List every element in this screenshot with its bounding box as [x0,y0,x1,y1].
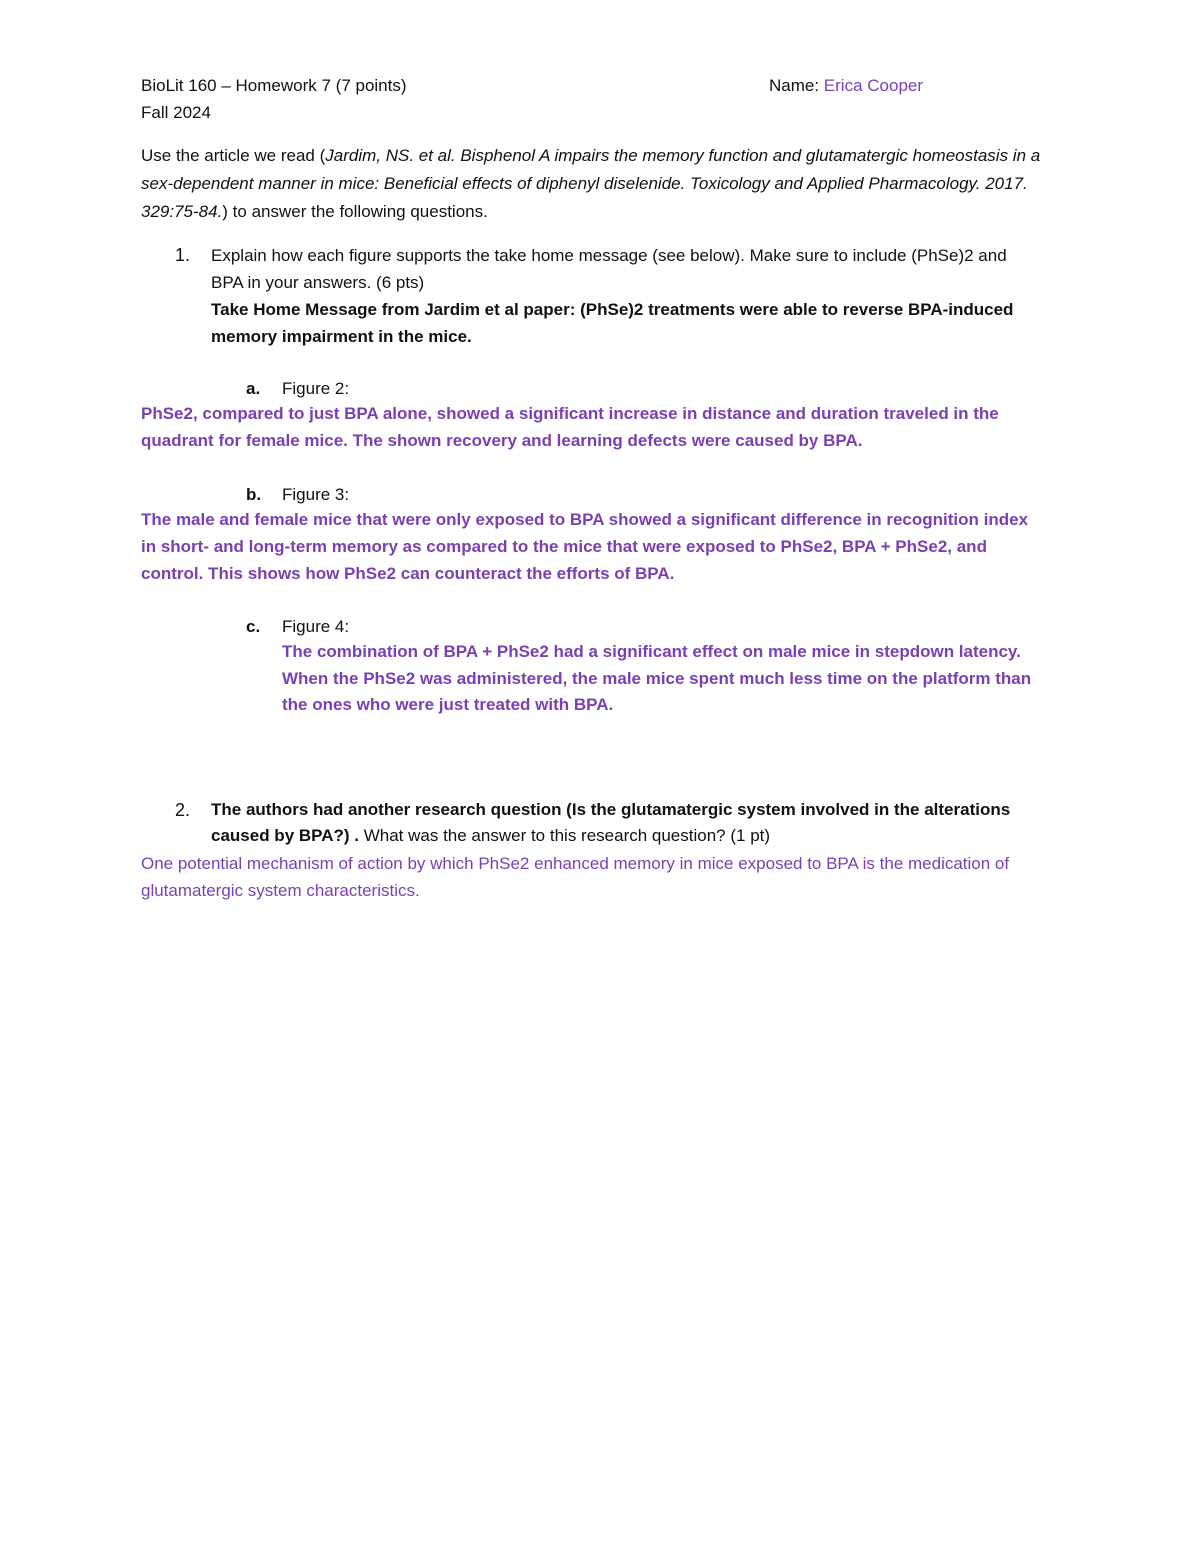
name-label: Name: [769,76,824,95]
question-1-prompt: Explain how each figure supports the take home message (see below). Make sure to include (PhSe)2 and BPA in your answers. (6 pts) [211,246,1007,292]
part-a-label: Figure 2: [282,379,350,398]
question-2-prompt-rest: What was the answer to this research question? (1 pt) [359,826,771,845]
part-b-label: Figure 3: [282,485,350,504]
question-2-prompt-bold: The authors had another research question (Is the glutamatergic system involved in the alterations caused by BPA?) . [211,800,1011,845]
question-2-answer: One potential mechanism of action by which PhSe2 enhanced memory in mice exposed to BPA is the medication of glutamatergic system characteristics. [141,854,1010,900]
student-name: Erica Cooper [823,76,924,95]
part-c-label: Figure 4: [282,617,350,636]
course-title: BioLit 160 – Homework 7 (7 points) [141,76,407,95]
part-a-answer: PhSe2, compared to just BPA alone, showed a significant increase in distance and duration traveled in the quadrant for female mice. The shown recovery and learning defects were caused by BPA. [141,404,999,450]
intro-tail: ) to answer the following questions. [222,202,488,221]
intro-lead: Use the article we read ( [141,146,326,165]
article-citation: Jardim, NS. et al. Bisphenol A impairs the memory function and glutamatergic homeostasis in a sex-dependent manner in mice: Beneficial effects of diphenyl diselenide. Toxicology and Applied Pharmacology. 2017. 329:75-84. [141,146,1041,221]
question-2-prompt [211,797,1041,849]
part-c-letter: c. [246,617,261,636]
part-a-letter: a. [246,379,261,398]
part-b-letter: b. [246,485,262,504]
intro-paragraph [141,142,1061,226]
student-name-line [769,72,923,99]
part-b-answer: The male and female mice that were only exposed to BPA showed a significant difference in recognition index in short- and long-term memory as compared to the mice that were exposed to PhSe2, BPA + PhSe2, and control. This shows how PhSe2 can counteract the efforts of BPA. [141,510,1029,583]
take-home-message: Take Home Message from Jardim et al paper: (PhSe)2 treatments were able to reverse BPA-induced memory impairment in the mice. [211,300,1014,346]
question-1-number: 1. [175,245,191,265]
term-label: Fall 2024 [141,103,211,122]
part-c-answer: The combination of BPA + PhSe2 had a significant effect on male mice in stepdown latency. When the PhSe2 was administered, the male mice spent much less time on the platform than the ones who were just treated with BPA. [282,642,1032,714]
question-2-number: 2. [175,800,191,820]
